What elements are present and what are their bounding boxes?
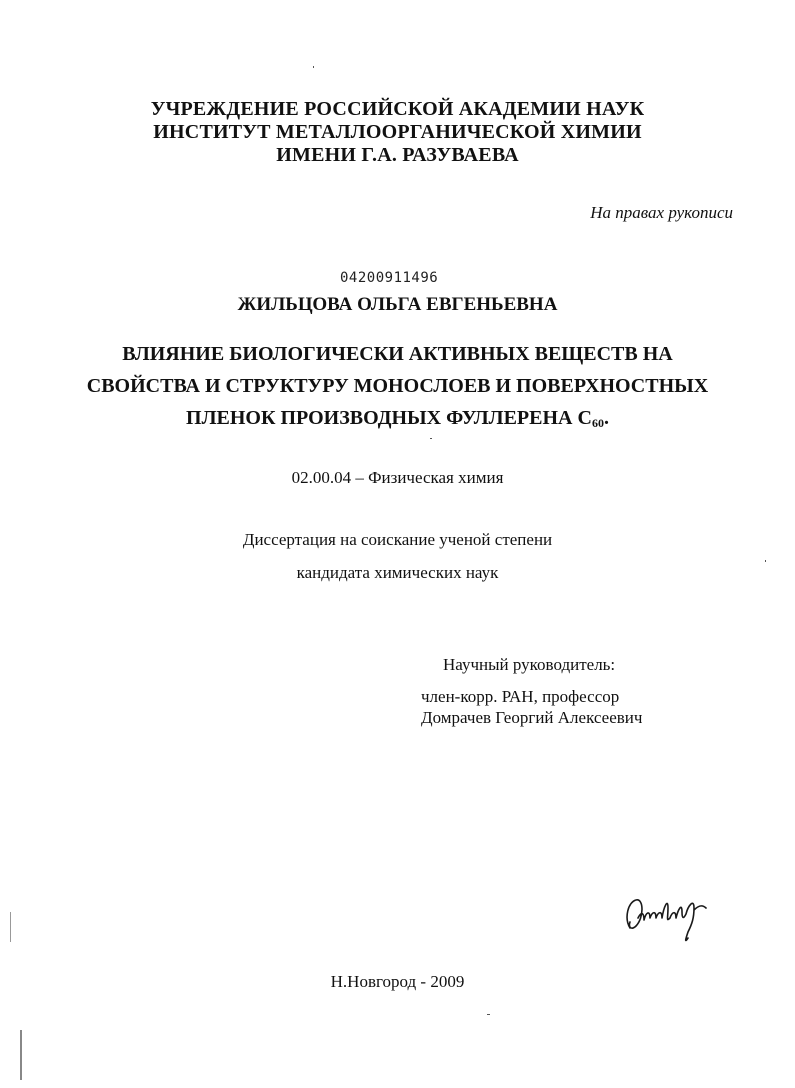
scan-edge-mark xyxy=(10,912,11,942)
title-line-1: ВЛИЯНИЕ БИОЛОГИЧЕСКИ АКТИВНЫХ ВЕЩЕСТВ НА xyxy=(122,343,673,365)
author-name: ЖИЛЬЦОВА ОЛЬГА ЕВГЕНЬЕВНА xyxy=(237,294,558,315)
dissertation-line-2: кандидата химических наук xyxy=(296,563,499,582)
title-subscript: 60 xyxy=(591,416,604,430)
registration-code: 04200911496 xyxy=(340,270,439,286)
handwritten-signature-icon xyxy=(622,888,717,948)
title-line-3 xyxy=(0,407,795,431)
scan-speck xyxy=(430,438,432,439)
rights-note: На правах рукописи xyxy=(590,203,733,222)
scan-speck xyxy=(313,66,314,68)
institution-line-3: ИМЕНИ Г.А. РАЗУВАЕВА xyxy=(276,144,519,166)
supervisor-position: член-корр. РАН, профессор xyxy=(421,687,620,706)
institution-line-2: ИНСТИТУТ МЕТАЛЛООРГАНИЧЕСКОЙ ХИМИИ xyxy=(153,121,642,143)
title-line-3-main: ПЛЕНОК ПРОИЗВОДНЫХ ФУЛЛЕРЕНА С xyxy=(186,407,592,429)
place-and-year: Н.Новгород - 2009 xyxy=(330,972,465,991)
institution-line-1: УЧРЕЖДЕНИЕ РОССИЙСКОЙ АКАДЕМИИ НАУК xyxy=(150,98,645,120)
scan-speck xyxy=(765,560,766,562)
scan-speck xyxy=(487,1014,490,1015)
title-line-3-end: . xyxy=(603,407,609,429)
dissertation-line-1: Диссертация на соискание ученой степени xyxy=(242,530,553,549)
supervisor-label: Научный руководитель: xyxy=(443,655,616,674)
scan-edge-mark xyxy=(20,1030,22,1080)
title-line-2: СВОЙСТВА И СТРУКТУРУ МОНОСЛОЕВ И ПОВЕРХНОСТНЫХ xyxy=(86,375,709,397)
supervisor-name: Домрачев Георгий Алексеевич xyxy=(421,708,643,727)
specialty: 02.00.04 – Физическая химия xyxy=(291,468,504,487)
